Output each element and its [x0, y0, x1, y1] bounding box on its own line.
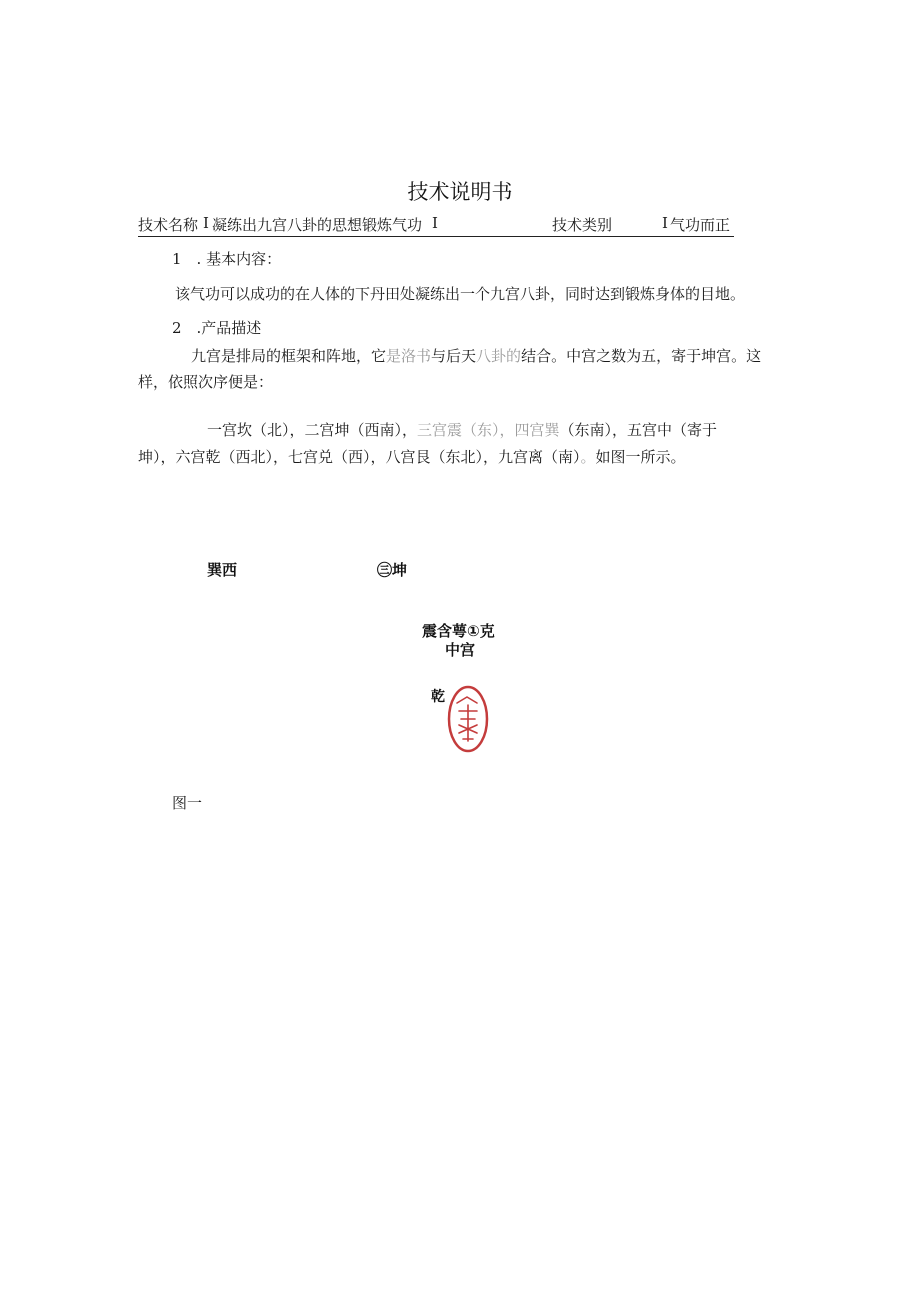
- text-span: 。: [580, 448, 596, 466]
- text-span: 与后天: [431, 347, 477, 365]
- figure-label-center: 中宫: [445, 641, 476, 659]
- text-span: 九宫是排局的框架和阵地，它: [191, 347, 387, 365]
- text-span: 如图一所示。: [595, 448, 686, 466]
- section2-paragraph1-line2: 样，依照次序便是：: [138, 373, 274, 391]
- document-title: 技术说明书: [407, 180, 513, 204]
- section1-heading: 1 . 基本内容：: [172, 250, 282, 268]
- section1-text: 该气功可以成功的在人体的下丹田处凝练出一个九宫八卦，同时达到锻炼身体的目地。: [175, 285, 746, 303]
- text-span: 一宫坎（北），二宫坤（西南），: [207, 421, 418, 439]
- text-span: 三宫震（东），四宫巽: [417, 421, 560, 439]
- section2-paragraph2-line1: [207, 418, 717, 442]
- section2-paragraph2-line2: [138, 445, 686, 469]
- figure-label-zhen: 震含萼①克: [422, 622, 495, 640]
- meta-row: [138, 214, 734, 237]
- text-span: 是洛书: [386, 347, 432, 365]
- seal-mark: [457, 697, 477, 741]
- text-span: 结合。中宫之数为五，寄于坤宫。这: [521, 347, 762, 365]
- section2-paragraph1-line1: [191, 344, 761, 368]
- tech-name-label: 技术名称: [138, 216, 199, 234]
- tech-type-label: 技术类别: [552, 216, 613, 234]
- figure-label-kun: ㊂坤: [377, 561, 408, 579]
- figure-caption: 图一: [172, 794, 203, 812]
- figure-label-xun: 巽西: [207, 561, 238, 579]
- separator: I: [432, 214, 438, 232]
- figure-label-qian: 乾: [431, 689, 445, 705]
- separator: I: [662, 214, 668, 232]
- text-span: （东南），五宫中（寄于: [559, 421, 718, 439]
- section2-heading: 2 .产品描述: [172, 319, 262, 337]
- red-seal-stamp: [447, 685, 489, 753]
- tech-type-value: 气功而正: [670, 216, 731, 234]
- separator: I: [203, 214, 209, 232]
- text-span: 坤），六宫乾（西北），七宫兑（西），八宫艮（东北），九宫离（南）: [138, 448, 581, 466]
- text-span: 八卦的: [476, 347, 522, 365]
- tech-name-value: 凝练出九宫八卦的思想锻炼气功: [212, 216, 423, 234]
